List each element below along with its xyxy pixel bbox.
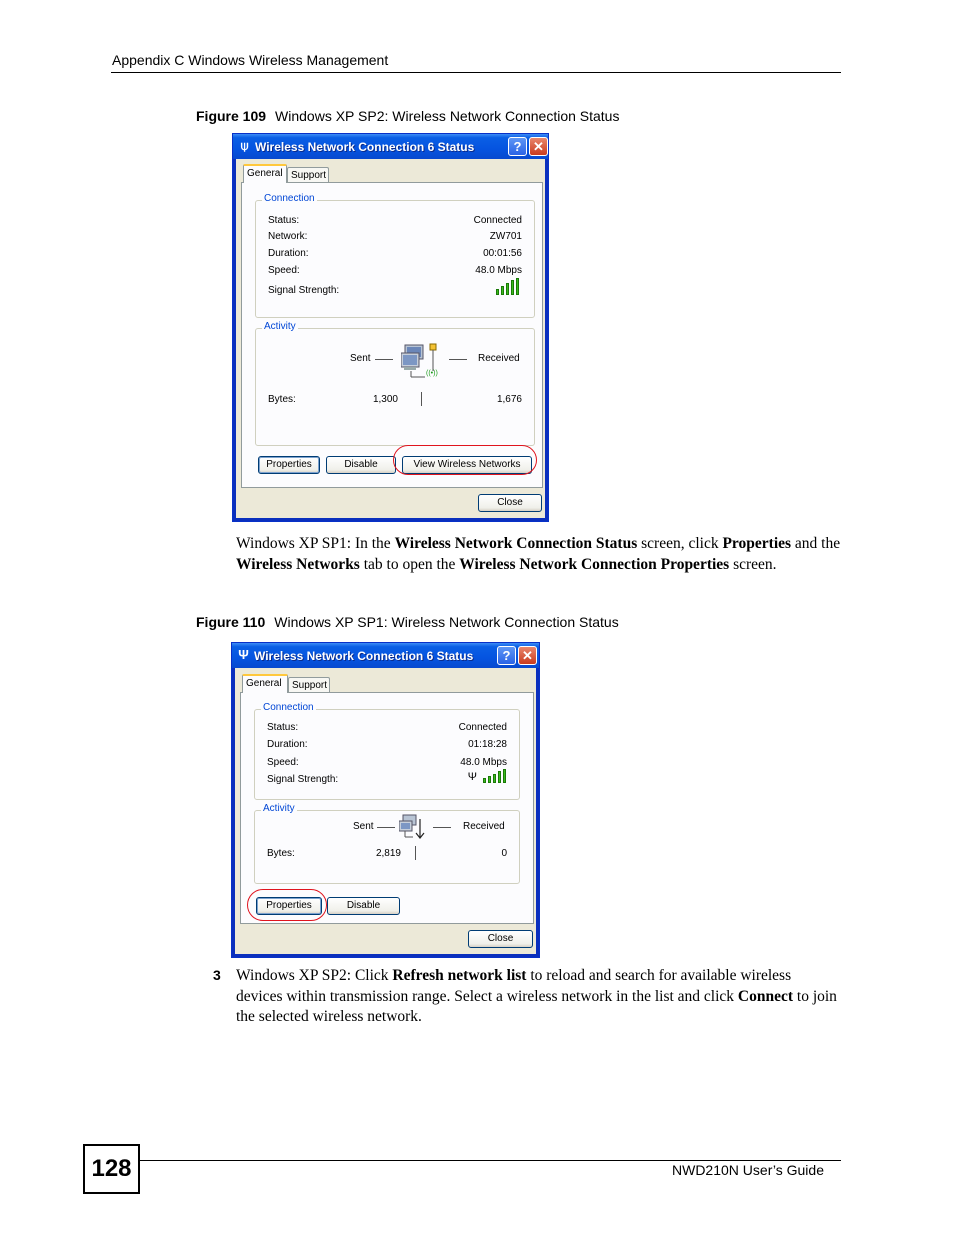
xp-sp1-status-window bbox=[231, 642, 540, 958]
para-text: screen. bbox=[729, 555, 777, 573]
para-text: tab to open the bbox=[359, 555, 460, 573]
sent-label: Sent bbox=[350, 353, 371, 364]
speed-value: 48.0 Mbps bbox=[475, 265, 522, 276]
paragraph-sp1-instructions bbox=[236, 534, 841, 575]
window-client bbox=[235, 668, 536, 954]
received-label: Received bbox=[463, 821, 505, 832]
close-window-button[interactable]: ✕ bbox=[529, 137, 548, 156]
general-tab-panel bbox=[240, 692, 534, 924]
signal-bar bbox=[488, 776, 491, 783]
connection-group bbox=[255, 193, 535, 318]
running-header: Appendix C Windows Wireless Management bbox=[112, 52, 389, 68]
activity-group bbox=[254, 803, 520, 884]
xp-sp2-status-window bbox=[232, 133, 549, 522]
step-3-text bbox=[236, 966, 841, 1028]
properties-button-label: Properties bbox=[266, 459, 312, 470]
close-button-label: Close bbox=[487, 933, 514, 944]
signal-bar bbox=[511, 280, 514, 295]
figure-label: Figure 109 bbox=[196, 108, 267, 124]
signal-strength-icon bbox=[496, 278, 522, 295]
disable-button[interactable] bbox=[327, 897, 400, 915]
step-text: to join the selected wireless network. bbox=[236, 987, 837, 1025]
disable-button-label: Disable bbox=[344, 459, 378, 470]
tab-support[interactable]: Support bbox=[287, 167, 329, 183]
figure-caption-text: Windows XP SP2: Wireless Network Connection Status bbox=[275, 108, 620, 124]
window-title: Wireless Network Connection 6 Status bbox=[254, 649, 474, 663]
header-rule bbox=[111, 72, 841, 73]
tab-support[interactable]: Support bbox=[288, 677, 330, 693]
signal-bar bbox=[483, 778, 486, 783]
disable-button[interactable] bbox=[326, 456, 396, 474]
window-title-bar bbox=[232, 643, 539, 668]
signal-strength-label: Signal Strength: bbox=[268, 285, 340, 296]
signal-bar bbox=[501, 286, 504, 295]
network-computers-icon bbox=[399, 813, 429, 841]
network-value: ZW701 bbox=[489, 231, 522, 242]
svg-text:((•)): ((•)) bbox=[426, 370, 438, 377]
status-value: Connected bbox=[473, 215, 522, 226]
signal-strength-icon bbox=[483, 769, 507, 783]
tab-general[interactable]: General bbox=[243, 164, 287, 183]
window-title: Wireless Network Connection 6 Status bbox=[255, 140, 475, 154]
window-title-bar bbox=[233, 134, 548, 159]
step-text: to reload and search for available wireless devices within transmission range. Select a wireless network in the list and click bbox=[236, 967, 792, 1005]
antenna-icon: Ψ bbox=[238, 647, 249, 662]
figure-label: Figure 110 bbox=[196, 614, 266, 630]
step-text: Windows XP SP2: Click bbox=[236, 967, 393, 984]
status-label: Status: bbox=[268, 215, 300, 226]
signal-bar bbox=[516, 278, 519, 295]
page-number: 128 bbox=[83, 1144, 140, 1194]
sent-line bbox=[375, 359, 393, 360]
speed-label: Speed: bbox=[267, 757, 299, 768]
wireless-antenna-icon: ⍦ bbox=[240, 138, 249, 153]
close-button[interactable] bbox=[468, 930, 533, 948]
duration-label: Duration: bbox=[268, 248, 309, 259]
received-line bbox=[433, 827, 451, 828]
bytes-label: Bytes: bbox=[268, 394, 296, 405]
signal-bar bbox=[503, 769, 506, 783]
guide-title: NWD210N User’s Guide bbox=[672, 1162, 824, 1178]
signal-bar bbox=[496, 289, 499, 295]
signal-bar bbox=[493, 774, 496, 783]
para-text: and the bbox=[791, 535, 841, 552]
step-number: 3 bbox=[213, 967, 221, 983]
bytes-separator bbox=[415, 846, 416, 860]
window-client bbox=[236, 159, 545, 518]
activity-group-title: Activity bbox=[263, 803, 295, 814]
para-bold: Wireless Networks bbox=[236, 555, 360, 573]
bytes-received-value: 0 bbox=[501, 848, 507, 859]
step-bold: Connect bbox=[737, 987, 794, 1005]
bytes-sent-value: 1,300 bbox=[372, 394, 398, 405]
signal-bar bbox=[506, 283, 509, 295]
help-button[interactable]: ? bbox=[508, 137, 527, 156]
close-window-button[interactable]: ✕ bbox=[518, 646, 537, 665]
status-value: Connected bbox=[458, 722, 507, 733]
disable-button-label: Disable bbox=[346, 900, 381, 911]
sent-line bbox=[377, 827, 395, 828]
connection-group bbox=[254, 702, 520, 800]
signal-strength-label: Signal Strength: bbox=[267, 774, 339, 785]
highlight-oval bbox=[247, 889, 327, 921]
para-bold: Wireless Network Connection Properties bbox=[459, 555, 730, 573]
close-button-label: Close bbox=[497, 497, 523, 508]
network-computers-icon bbox=[401, 341, 443, 381]
connection-group-title: Connection bbox=[263, 702, 314, 713]
figure-caption-text: Windows XP SP1: Wireless Network Connection Status bbox=[274, 614, 619, 630]
close-button[interactable] bbox=[478, 494, 542, 512]
connection-group-title: Connection bbox=[264, 193, 315, 204]
bytes-received-value: 1,676 bbox=[496, 394, 522, 405]
general-tab-panel bbox=[241, 182, 543, 488]
para-text: screen, click bbox=[637, 535, 723, 552]
signal-bar bbox=[498, 771, 501, 783]
para-bold: Wireless Network Connection Status bbox=[394, 535, 638, 552]
para-bold: Properties bbox=[722, 535, 792, 552]
status-label: Status: bbox=[267, 722, 299, 733]
step-bold: Refresh network list bbox=[392, 967, 527, 984]
speed-value: 48.0 Mbps bbox=[460, 757, 507, 768]
help-button[interactable]: ? bbox=[497, 646, 516, 665]
bytes-sent-value: 2,819 bbox=[375, 848, 401, 859]
tab-general[interactable]: General bbox=[242, 674, 288, 693]
highlight-oval bbox=[393, 445, 537, 475]
received-label: Received bbox=[478, 353, 520, 364]
duration-value: 01:18:28 bbox=[468, 739, 507, 750]
network-label: Network: bbox=[268, 231, 308, 242]
activity-group bbox=[255, 321, 535, 446]
view-wireless-networks-label: View Wireless Networks bbox=[413, 459, 521, 470]
duration-value: 00:01:56 bbox=[483, 248, 522, 259]
figure-109-caption bbox=[196, 108, 619, 124]
bytes-separator bbox=[421, 392, 422, 406]
properties-button-label: Properties bbox=[266, 900, 312, 911]
bytes-label: Bytes: bbox=[267, 848, 295, 859]
activity-group-title: Activity bbox=[264, 321, 296, 332]
sent-label: Sent bbox=[353, 821, 374, 832]
properties-button[interactable] bbox=[258, 456, 320, 474]
para-text: Windows XP SP1: In the bbox=[236, 535, 395, 552]
speed-label: Speed: bbox=[268, 265, 300, 276]
footer-rule bbox=[140, 1160, 841, 1161]
figure-110-caption bbox=[196, 614, 619, 630]
received-line bbox=[449, 359, 467, 360]
antenna-icon: Ψ bbox=[467, 771, 477, 783]
duration-label: Duration: bbox=[267, 739, 308, 750]
